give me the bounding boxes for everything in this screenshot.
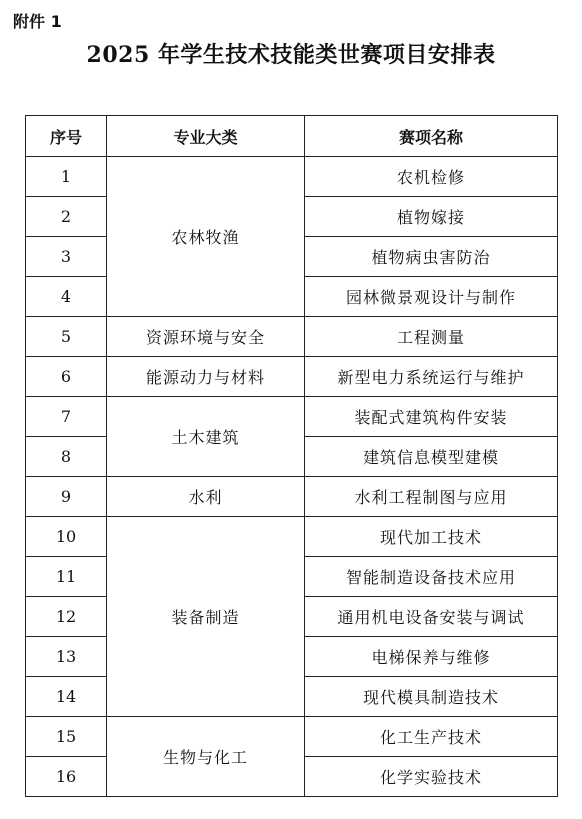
row-category: 土木建筑 [107,397,305,477]
table-row [26,717,558,757]
row-item: 化工生产技术 [305,717,558,757]
row-category: 农林牧渔 [107,157,305,317]
row-item: 水利工程制图与应用 [305,477,558,517]
row-item: 工程测量 [305,317,558,357]
attachment-label: 附件 1 [13,12,62,31]
table-row [26,397,558,437]
row-category: 资源环境与安全 [107,317,305,357]
page-title: 2025 年学生技术技能类世赛项目安排表 [86,42,496,68]
row-category: 生物与化工 [107,717,305,797]
row-seq: 1 [26,157,107,197]
header-item: 赛项名称 [305,116,558,157]
row-item: 智能制造设备技术应用 [305,557,558,597]
row-seq: 13 [26,637,107,677]
row-item: 现代模具制造技术 [305,677,558,717]
row-item: 植物病虫害防治 [305,237,558,277]
row-seq: 8 [26,437,107,477]
row-seq: 4 [26,277,107,317]
row-item: 通用机电设备安装与调试 [305,597,558,637]
row-item: 化学实验技术 [305,757,558,797]
table-body [26,157,558,797]
row-seq: 5 [26,317,107,357]
row-item: 农机检修 [305,157,558,197]
row-seq: 7 [26,397,107,437]
table-row [26,157,558,197]
row-item: 现代加工技术 [305,517,558,557]
row-seq: 9 [26,477,107,517]
row-seq: 6 [26,357,107,397]
row-seq: 16 [26,757,107,797]
table-row [26,477,558,517]
table-row [26,357,558,397]
row-item: 植物嫁接 [305,197,558,237]
row-item: 电梯保养与维修 [305,637,558,677]
row-seq: 10 [26,517,107,557]
table-row [26,517,558,557]
row-seq: 15 [26,717,107,757]
row-seq: 11 [26,557,107,597]
row-seq: 14 [26,677,107,717]
row-item: 新型电力系统运行与维护 [305,357,558,397]
row-category: 水利 [107,477,305,517]
row-item: 园林微景观设计与制作 [305,277,558,317]
header-seq: 序号 [26,116,107,157]
row-item: 装配式建筑构件安装 [305,397,558,437]
row-item: 建筑信息模型建模 [305,437,558,477]
row-category: 装备制造 [107,517,305,717]
competition-schedule-table [25,115,558,797]
row-seq: 12 [26,597,107,637]
table-header-row [26,116,558,157]
header-category: 专业大类 [107,116,305,157]
row-seq: 2 [26,197,107,237]
row-category: 能源动力与材料 [107,357,305,397]
row-seq: 3 [26,237,107,277]
table-row [26,317,558,357]
